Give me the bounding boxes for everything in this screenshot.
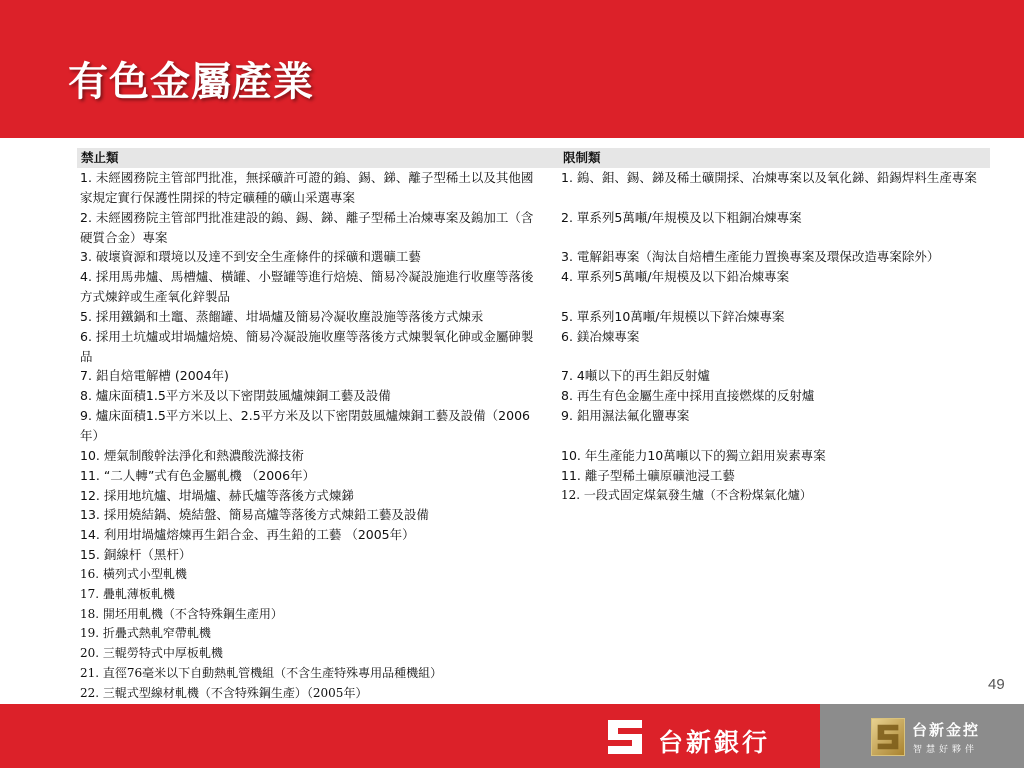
holding-slogan: 智慧好夥伴	[913, 745, 979, 755]
holding-name: 台新金控	[912, 721, 981, 739]
prohibited-item: 3. 破壞資源和環境以及達不到安全生產條件的採礦和選礦工藝	[80, 249, 421, 265]
prohibited-item: 8. 爐床面積1.5平方米及以下密閉鼓風爐煉銅工藝及設備	[80, 388, 391, 404]
prohibited-item: 18. 開坯用軋機（不含特殊鋼生產用）	[80, 606, 283, 621]
bank-name: 台新銀行	[658, 728, 771, 757]
prohibited-item: 5. 採用鐵鍋和土竈、蒸餾罐、坩堝爐及簡易冷凝收塵設施等落後方式煉汞	[80, 308, 484, 324]
prohibited-column-header: 禁止類	[77, 148, 559, 168]
restricted-item: 9. 鋁用濕法氟化鹽專案	[561, 408, 690, 424]
taishin-bank-logo-icon	[604, 716, 646, 758]
prohibited-item: 20. 三輥勞特式中厚板軋機	[80, 646, 223, 661]
restricted-item: 7. 4噸以下的再生鋁反射爐	[561, 368, 710, 384]
restricted-item: 3. 電解鋁專案（淘汰自焙槽生產能力置換專案及環保改造專案除外）	[561, 249, 940, 265]
prohibited-item: 9. 爐床面積1.5平方米以上、2.5平方米及以下密閉鼓風爐煉銅工藝及設備（2006年）	[80, 408, 530, 443]
row-spacer	[561, 228, 991, 248]
prohibited-item: 2. 未經國務院主管部門批准建設的鎢、錫、銻、離子型稀土冶煉專案及鎢加工（含硬質合金）專案	[80, 209, 534, 245]
prohibited-item: 6. 採用土坑爐或坩堝爐焙燒、簡易冷凝設施收塵等落後方式煉製氧化砷或金屬砷製品	[80, 328, 534, 364]
restricted-item: 6. 鎂冶煉專案	[561, 328, 640, 344]
taishin-holding-logo-icon	[871, 718, 905, 756]
prohibited-item: 14. 利用坩堝爐熔煉再生鋁合金、再生鉛的工藝 （2005年）	[80, 527, 415, 543]
prohibited-list	[80, 168, 542, 704]
prohibited-item: 7. 鋁自焙電解槽 (2004年)	[80, 368, 229, 384]
restricted-item: 2. 單系列5萬噸/年規模及以下粗銅冶煉專案	[561, 209, 802, 225]
prohibited-item: 21. 直徑76毫米以下自動熱軋管機組（不含生產特殊專用品種機組）	[80, 666, 443, 681]
page-number: 49	[988, 676, 1005, 693]
prohibited-item: 19. 折疊式熱軋窄帶軋機	[80, 626, 211, 641]
restricted-item: 10. 年生產能力10萬噸以下的獨立鋁用炭素專案	[561, 447, 826, 463]
prohibited-item: 16. 橫列式小型軋機	[80, 566, 187, 581]
restricted-item: 5. 單系列10萬噸/年規模以下鋅冶煉專案	[561, 308, 785, 324]
restricted-list	[561, 168, 991, 505]
restricted-item: 8. 再生有色金屬生產中採用直接燃煤的反射爐	[561, 388, 815, 404]
prohibited-item: 10. 煙氣制酸幹法淨化和熱濃酸洗滌技術	[80, 447, 304, 463]
prohibited-item: 17. 疊軋薄板軋機	[80, 586, 175, 601]
prohibited-item: 22. 三輥式型線材軋機（不含特殊鋼生產）（2005年）	[80, 685, 368, 700]
restricted-item: 4. 單系列5萬噸/年規模及以下鉛冶煉專案	[561, 269, 790, 285]
restricted-item: 1. 鎢、鉬、錫、銻及稀土礦開採、冶煉專案以及氧化銻、鉛錫焊料生產專案	[561, 170, 977, 185]
prohibited-item: 12. 採用地坑爐、坩堝爐、赫氏爐等落後方式煉銻	[80, 487, 354, 503]
restricted-column-header: 限制類	[559, 148, 990, 168]
prohibited-item: 1. 未經國務院主管部門批准，無採礦許可證的鎢、錫、銻、離子型稀土以及其他國家規定實行保護性開採的特定礦種的礦山采選專案	[80, 170, 534, 205]
prohibited-item: 15. 銅線杆（黑杆）	[80, 547, 192, 563]
prohibited-item: 4. 採用馬弗爐、馬槽爐、橫罐、小豎罐等進行焙燒、簡易冷凝設施進行收塵等落後方式煉鋅或生產氧化鋅製品	[80, 269, 534, 305]
slide-title: 有色金屬產業	[68, 59, 314, 105]
prohibited-item: 13. 採用燒結鍋、燒結盤、簡易高爐等落後方式煉鉛工藝及設備	[80, 507, 429, 523]
prohibited-item: 11. “二人轉”式有色金屬軋機 （2006年）	[80, 467, 316, 483]
restricted-item: 11. 離子型稀土礦原礦池浸工藝	[561, 467, 735, 483]
restricted-item: 12. 一段式固定煤氣發生爐（不含粉煤氣化爐）	[561, 487, 812, 502]
